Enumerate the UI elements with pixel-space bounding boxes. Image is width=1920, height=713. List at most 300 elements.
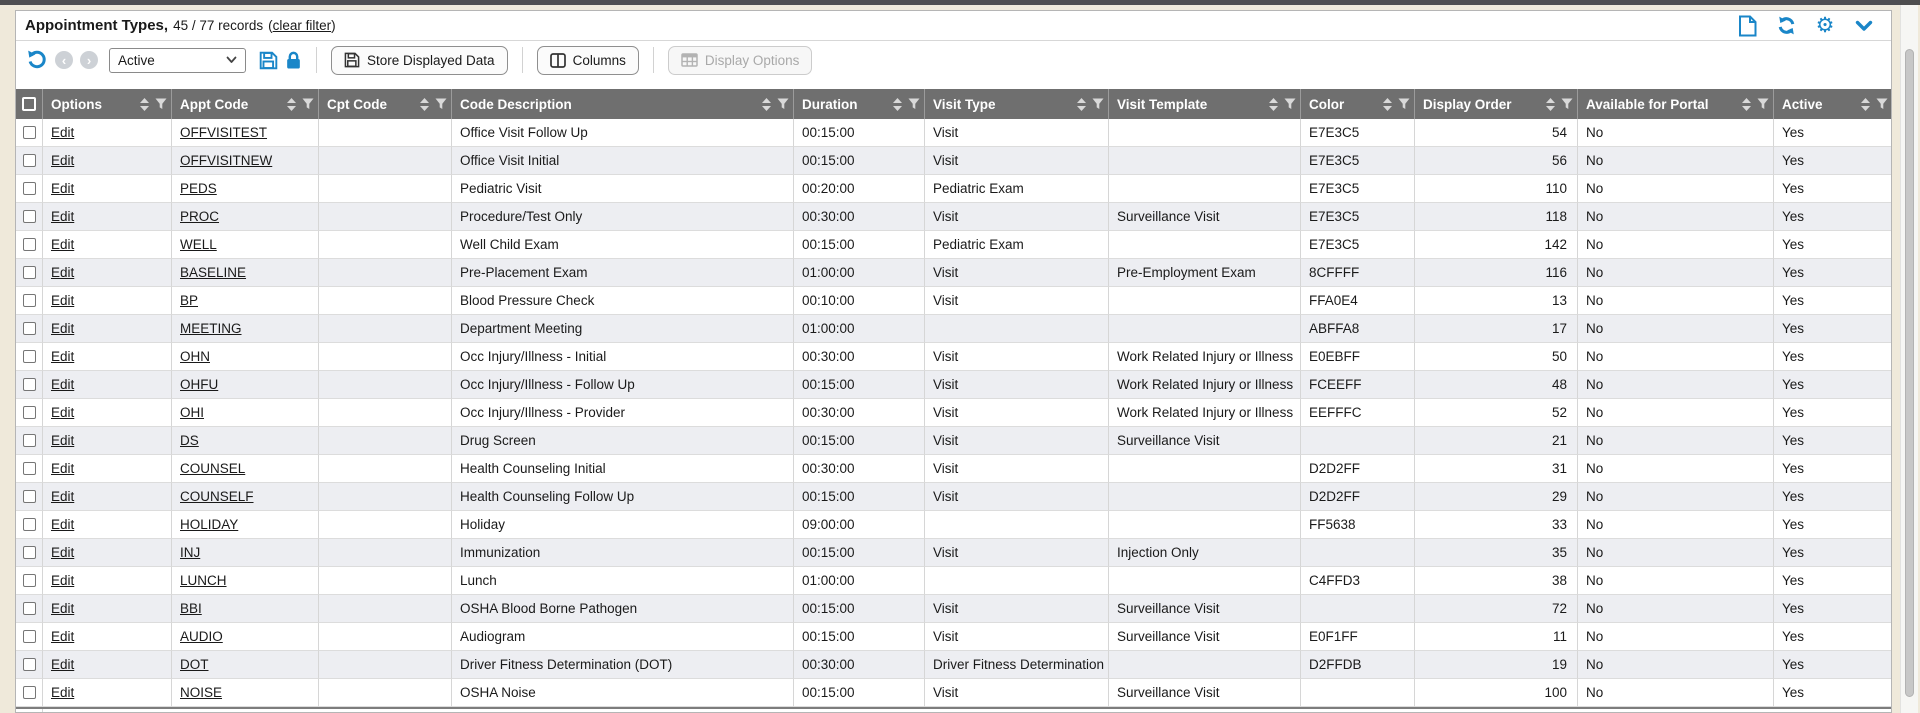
settings-gear-icon[interactable]: ⚙: [1815, 13, 1835, 37]
cell-visit-template: [1109, 203, 1301, 231]
sort-icon[interactable]: [420, 98, 429, 111]
cell-visit-type: [925, 147, 1109, 175]
cell-color: [1301, 623, 1415, 651]
cell-checkbox: [16, 567, 43, 595]
cell-description: [452, 119, 794, 147]
select-all-checkbox[interactable]: [22, 97, 36, 111]
column-header-options[interactable]: [43, 89, 172, 119]
cell-value: Yes: [1782, 125, 1805, 140]
column-header-visit_template[interactable]: [1109, 89, 1301, 119]
column-header-color[interactable]: [1301, 89, 1415, 119]
table-row: [16, 651, 1892, 679]
column-header-appt_code[interactable]: [172, 89, 319, 119]
filter-icon: [1398, 98, 1410, 110]
table-header-row: [16, 89, 1892, 119]
row-checkbox[interactable]: [23, 658, 36, 671]
row-checkbox[interactable]: [23, 490, 36, 503]
view-select[interactable]: [109, 48, 246, 73]
filter-icon[interactable]: [1876, 98, 1888, 110]
row-checkbox[interactable]: [23, 238, 36, 251]
filter-icon[interactable]: [1284, 98, 1296, 110]
cell-visit-template: [1109, 175, 1301, 203]
cell-value: No: [1586, 461, 1604, 476]
column-label: Duration: [802, 96, 858, 112]
cell-value: No: [1586, 517, 1604, 532]
filter-icon[interactable]: [1757, 98, 1769, 110]
cell-value: 48: [1551, 377, 1567, 392]
filter-icon[interactable]: [1092, 98, 1104, 110]
sort-icon[interactable]: [1861, 98, 1870, 111]
undo-icon[interactable]: [26, 49, 48, 71]
cell-display-order: [1415, 567, 1578, 595]
cell-appt-code: [172, 147, 319, 175]
cell-portal: [1578, 287, 1774, 315]
table-row: [16, 623, 1892, 651]
sort-icon: [140, 98, 149, 111]
cell-value: No: [1586, 405, 1604, 420]
cell-options: [43, 511, 172, 539]
column-header-duration[interactable]: [794, 89, 925, 119]
appt-code-link[interactable]: WELL: [180, 237, 217, 252]
cell-options: [43, 427, 172, 455]
row-checkbox[interactable]: [23, 686, 36, 699]
column-header-portal[interactable]: [1578, 89, 1774, 119]
cell-value: Holiday: [460, 517, 506, 532]
row-checkbox[interactable]: [23, 462, 36, 475]
cell-color: [1301, 483, 1415, 511]
row-checkbox[interactable]: [23, 378, 36, 391]
cell-display-order: [1415, 315, 1578, 343]
filter-icon: [435, 98, 447, 110]
cell-value: Visit: [933, 461, 959, 476]
cell-checkbox: [16, 287, 43, 315]
column-header-checkbox[interactable]: [16, 89, 43, 119]
column-header-description[interactable]: [452, 89, 794, 119]
cell-value: 01:00:00: [802, 265, 855, 280]
filter-icon: [777, 98, 789, 110]
row-checkbox[interactable]: [23, 546, 36, 559]
edit-link[interactable]: Edit: [51, 377, 75, 392]
cell-checkbox: [16, 259, 43, 287]
cell-duration: [794, 651, 925, 679]
cell-value: 00:15:00: [802, 601, 855, 616]
appt-code-link[interactable]: AUDIO: [180, 629, 223, 644]
cell-description: [452, 315, 794, 343]
column-label: Available for Portal: [1586, 96, 1709, 112]
cell-value: 00:15:00: [802, 685, 855, 700]
cell-duration: [794, 567, 925, 595]
column-header-display_order[interactable]: [1415, 89, 1578, 119]
filter-icon[interactable]: [1398, 98, 1410, 110]
cell-value: 17: [1551, 321, 1567, 336]
edit-link[interactable]: Edit: [51, 545, 75, 560]
appt-code-link[interactable]: NOISE: [180, 685, 223, 700]
cell-description: [452, 371, 794, 399]
cell-value: No: [1586, 489, 1604, 504]
sort-icon[interactable]: [1269, 98, 1278, 111]
cell-visit-template: [1109, 343, 1301, 371]
cell-appt-code: [172, 595, 319, 623]
appt-code-link[interactable]: BP: [180, 293, 199, 308]
cell-value: Yes: [1782, 545, 1805, 560]
cell-value: 00:15:00: [802, 489, 855, 504]
cell-value: 19: [1551, 657, 1567, 672]
refresh-icon[interactable]: [1775, 15, 1797, 37]
cell-active: [1774, 679, 1892, 707]
cell-value: E7E3C5: [1309, 237, 1360, 252]
appt-code-link[interactable]: LUNCH: [180, 573, 227, 588]
filter-icon: [1092, 98, 1104, 110]
appt-code-link[interactable]: BASELINE: [180, 265, 247, 280]
cell-value: 00:30:00: [802, 657, 855, 672]
edit-link[interactable]: Edit: [51, 405, 75, 420]
filter-icon[interactable]: [777, 98, 789, 110]
cell-value: 116: [1545, 265, 1567, 280]
filter-icon[interactable]: [435, 98, 447, 110]
cell-checkbox: [16, 651, 43, 679]
edit-link[interactable]: Edit: [51, 181, 75, 196]
cell-value: No: [1586, 657, 1604, 672]
appt-code-link[interactable]: DOT: [180, 657, 209, 672]
cell-visit-template: [1109, 651, 1301, 679]
cell-options: [43, 399, 172, 427]
cell-description: [452, 147, 794, 175]
cell-cpt-code: [319, 427, 452, 455]
cell-value: C4FFD3: [1309, 573, 1361, 588]
cell-value: Visit: [933, 629, 959, 644]
cell-visit-type: [925, 623, 1109, 651]
edit-link[interactable]: Edit: [51, 657, 75, 672]
cell-appt-code: [172, 371, 319, 399]
row-checkbox[interactable]: [23, 602, 36, 615]
sort-icon[interactable]: [893, 98, 902, 111]
cell-checkbox: [16, 483, 43, 511]
filter-icon[interactable]: [1561, 98, 1573, 110]
cell-visit-template: [1109, 455, 1301, 483]
cell-value: FFA0E4: [1309, 293, 1358, 308]
next-page-icon[interactable]: ›: [80, 51, 98, 69]
table-row: [16, 539, 1892, 567]
row-checkbox[interactable]: [23, 294, 36, 307]
cell-value: Yes: [1782, 321, 1805, 336]
cell-value: E7E3C5: [1309, 153, 1360, 168]
store-displayed-data-button[interactable]: [331, 46, 508, 75]
appt-code-link[interactable]: INJ: [180, 545, 201, 560]
cell-duration: [794, 147, 925, 175]
appt-code-link[interactable]: HOLIDAY: [180, 517, 239, 532]
collapse-chevron-icon[interactable]: [1853, 15, 1875, 37]
cell-description: [452, 343, 794, 371]
column-label: Visit Template: [1117, 96, 1208, 112]
column-label: Visit Type: [933, 96, 996, 112]
cell-value: Visit: [933, 293, 959, 308]
filter-icon[interactable]: [908, 98, 920, 110]
cell-value: Yes: [1782, 489, 1805, 504]
cell-value: Surveillance Visit: [1117, 601, 1220, 616]
cell-color: [1301, 175, 1415, 203]
cell-appt-code: [172, 679, 319, 707]
row-checkbox[interactable]: [23, 126, 36, 139]
cell-display-order: [1415, 427, 1578, 455]
cell-value: 00:15:00: [802, 433, 855, 448]
filter-icon[interactable]: [155, 98, 167, 110]
cell-value: Yes: [1782, 181, 1805, 196]
lock-icon[interactable]: [285, 51, 302, 70]
edit-link[interactable]: Edit: [51, 573, 75, 588]
cell-value: Visit: [933, 545, 959, 560]
cell-options: [43, 315, 172, 343]
cell-value: FCEEFF: [1309, 377, 1362, 392]
cell-value: 52: [1551, 405, 1567, 420]
edit-link[interactable]: Edit: [51, 293, 75, 308]
cell-display-order: [1415, 119, 1578, 147]
sort-icon[interactable]: [762, 98, 771, 111]
cell-description: [452, 511, 794, 539]
cell-cpt-code: [319, 147, 452, 175]
sort-icon[interactable]: [1383, 98, 1392, 111]
cell-display-order: [1415, 399, 1578, 427]
sort-icon[interactable]: [1077, 98, 1086, 111]
cell-value: Visit: [933, 153, 959, 168]
panel-title-actions: [1736, 15, 1875, 37]
cell-cpt-code: [319, 371, 452, 399]
sort-icon: [1269, 98, 1278, 111]
cell-value: Yes: [1782, 657, 1805, 672]
sort-icon: [1861, 98, 1870, 111]
cell-appt-code: [172, 399, 319, 427]
sort-icon[interactable]: [1742, 98, 1751, 111]
cell-checkbox: [16, 371, 43, 399]
edit-link[interactable]: Edit: [51, 125, 75, 140]
cell-color: [1301, 399, 1415, 427]
cell-value: ABFFA8: [1309, 321, 1360, 336]
cell-duration: [794, 539, 925, 567]
cell-description: [452, 427, 794, 455]
cell-active: [1774, 399, 1892, 427]
cell-display-order: [1415, 651, 1578, 679]
cell-value: E7E3C5: [1309, 209, 1360, 224]
cell-value: 50: [1551, 349, 1567, 364]
table-body: [16, 119, 1892, 707]
cell-display-order: [1415, 511, 1578, 539]
appt-code-link[interactable]: DS: [180, 433, 199, 448]
appointment-types-table: [16, 89, 1892, 713]
save-icon: [344, 52, 360, 68]
cell-value: 00:15:00: [802, 545, 855, 560]
cell-appt-code: [172, 539, 319, 567]
cell-cpt-code: [319, 119, 452, 147]
column-header-cpt_code[interactable]: [319, 89, 452, 119]
cell-value: Occ Injury/Illness - Initial: [460, 349, 607, 364]
column-label: Appt Code: [180, 96, 249, 112]
column-header-active[interactable]: [1774, 89, 1892, 119]
cell-value: Yes: [1782, 517, 1805, 532]
sort-icon: [1546, 98, 1555, 111]
cell-active: [1774, 651, 1892, 679]
edit-link[interactable]: Edit: [51, 601, 75, 616]
cell-value: 00:30:00: [802, 349, 855, 364]
row-checkbox[interactable]: [23, 574, 36, 587]
row-checkbox[interactable]: [23, 182, 36, 195]
cell-visit-type: [925, 203, 1109, 231]
cell-value: Audiogram: [460, 629, 526, 644]
cell-cpt-code: [319, 343, 452, 371]
cell-value: No: [1586, 545, 1604, 560]
cell-value: E7E3C5: [1309, 125, 1360, 140]
cell-visit-template: [1109, 287, 1301, 315]
cell-active: [1774, 623, 1892, 651]
edit-link[interactable]: Edit: [51, 209, 75, 224]
save-view-icon[interactable]: [259, 51, 278, 70]
row-checkbox[interactable]: [23, 518, 36, 531]
vertical-scrollbar[interactable]: [1900, 5, 1918, 713]
row-checkbox[interactable]: [23, 406, 36, 419]
filter-icon[interactable]: [302, 98, 314, 110]
row-checkbox[interactable]: [23, 434, 36, 447]
cell-value: Visit: [933, 601, 959, 616]
row-checkbox[interactable]: [23, 154, 36, 167]
edit-link[interactable]: Edit: [51, 433, 75, 448]
edit-link[interactable]: Edit: [51, 461, 75, 476]
cell-value: 100: [1544, 685, 1567, 700]
cell-active: [1774, 315, 1892, 343]
table-row: [16, 595, 1892, 623]
cell-checkbox: [16, 511, 43, 539]
cell-checkbox: [16, 343, 43, 371]
columns-button[interactable]: [537, 46, 639, 75]
cell-value: Driver Fitness Determination: [933, 657, 1105, 672]
sort-icon[interactable]: [140, 98, 149, 111]
cell-value: 8CFFFF: [1309, 265, 1360, 280]
cell-appt-code: [172, 651, 319, 679]
scrollbar-thumb[interactable]: [1905, 49, 1914, 697]
cell-active: [1774, 427, 1892, 455]
cell-duration: [794, 203, 925, 231]
cell-duration: [794, 371, 925, 399]
cell-visit-type: [925, 259, 1109, 287]
cell-value: D2D2FF: [1309, 461, 1361, 476]
cell-value: Pre-Employment Exam: [1117, 265, 1256, 280]
cell-duration: [794, 427, 925, 455]
appt-code-link[interactable]: OFFVISITNEW: [180, 153, 273, 168]
cell-display-order: [1415, 455, 1578, 483]
cell-value: Injection Only: [1117, 545, 1199, 560]
cell-value: Yes: [1782, 293, 1805, 308]
cell-visit-template: [1109, 315, 1301, 343]
cell-description: [452, 455, 794, 483]
cell-description: [452, 399, 794, 427]
appt-code-link[interactable]: COUNSELF: [180, 489, 254, 504]
filter-icon: [908, 98, 920, 110]
appt-code-link[interactable]: BBI: [180, 601, 202, 616]
cell-description: [452, 651, 794, 679]
appt-code-link[interactable]: MEETING: [180, 321, 242, 336]
edit-link[interactable]: Edit: [51, 489, 75, 504]
toolbar-separator: [653, 47, 654, 73]
columns-icon: [550, 53, 566, 68]
clear-filter-link[interactable]: clear filter: [272, 18, 332, 33]
cell-visit-template: [1109, 399, 1301, 427]
column-header-visit_type[interactable]: [925, 89, 1109, 119]
cell-visit-type: [925, 371, 1109, 399]
sort-icon: [1742, 98, 1751, 111]
cell-value: 00:15:00: [802, 237, 855, 252]
cell-options: [43, 455, 172, 483]
row-checkbox[interactable]: [23, 210, 36, 223]
cell-value: Yes: [1782, 237, 1805, 252]
edit-link[interactable]: Edit: [51, 629, 75, 644]
cell-visit-type: [925, 399, 1109, 427]
cell-visit-template: [1109, 483, 1301, 511]
cell-value: Immunization: [460, 545, 541, 560]
cell-checkbox: [16, 427, 43, 455]
cell-color: [1301, 511, 1415, 539]
cell-options: [43, 231, 172, 259]
cell-appt-code: [172, 511, 319, 539]
new-document-icon[interactable]: [1736, 15, 1758, 37]
filter-icon: [1876, 98, 1888, 110]
cell-visit-type: [925, 483, 1109, 511]
row-checkbox[interactable]: [23, 322, 36, 335]
edit-link[interactable]: Edit: [51, 517, 75, 532]
edit-link[interactable]: Edit: [51, 349, 75, 364]
sort-icon[interactable]: [1546, 98, 1555, 111]
appt-code-link[interactable]: COUNSEL: [180, 461, 246, 476]
appt-code-link[interactable]: OFFVISITEST: [180, 125, 268, 140]
cell-appt-code: [172, 623, 319, 651]
edit-link[interactable]: Edit: [51, 153, 75, 168]
cell-value: Yes: [1782, 601, 1805, 616]
edit-link[interactable]: Edit: [51, 265, 75, 280]
cell-visit-type: [925, 231, 1109, 259]
appt-code-link[interactable]: PEDS: [180, 181, 217, 196]
cell-color: [1301, 595, 1415, 623]
previous-page-icon[interactable]: ‹: [55, 51, 73, 69]
cell-visit-template: [1109, 679, 1301, 707]
appt-code-link[interactable]: OHI: [180, 405, 205, 420]
edit-link[interactable]: Edit: [51, 321, 75, 336]
column-label: Display Order: [1423, 96, 1512, 112]
table-row: [16, 175, 1892, 203]
cell-checkbox: [16, 539, 43, 567]
cell-visit-type: [925, 427, 1109, 455]
filter-icon: [1757, 98, 1769, 110]
sort-icon[interactable]: [287, 98, 296, 111]
cell-duration: [794, 483, 925, 511]
cell-value: 142: [1544, 237, 1567, 252]
cell-description: [452, 259, 794, 287]
table-row: [16, 315, 1892, 343]
edit-link[interactable]: Edit: [51, 237, 75, 252]
cell-value: No: [1586, 181, 1604, 196]
edit-link[interactable]: Edit: [51, 685, 75, 700]
cell-visit-type: [925, 539, 1109, 567]
appt-code-link[interactable]: PROC: [180, 209, 220, 224]
row-checkbox[interactable]: [23, 350, 36, 363]
cell-portal: [1578, 231, 1774, 259]
cell-visit-type: [925, 651, 1109, 679]
cell-value: No: [1586, 153, 1604, 168]
cell-value: Visit: [933, 125, 959, 140]
panel-titlebar: [16, 11, 1891, 41]
appt-code-link[interactable]: OHN: [180, 349, 210, 364]
cell-value: Work Related Injury or Illness: [1117, 349, 1294, 364]
appt-code-link[interactable]: OHFU: [180, 377, 219, 392]
table-row: [16, 203, 1892, 231]
cell-visit-type: [925, 287, 1109, 315]
row-checkbox[interactable]: [23, 266, 36, 279]
row-checkbox[interactable]: [23, 630, 36, 643]
